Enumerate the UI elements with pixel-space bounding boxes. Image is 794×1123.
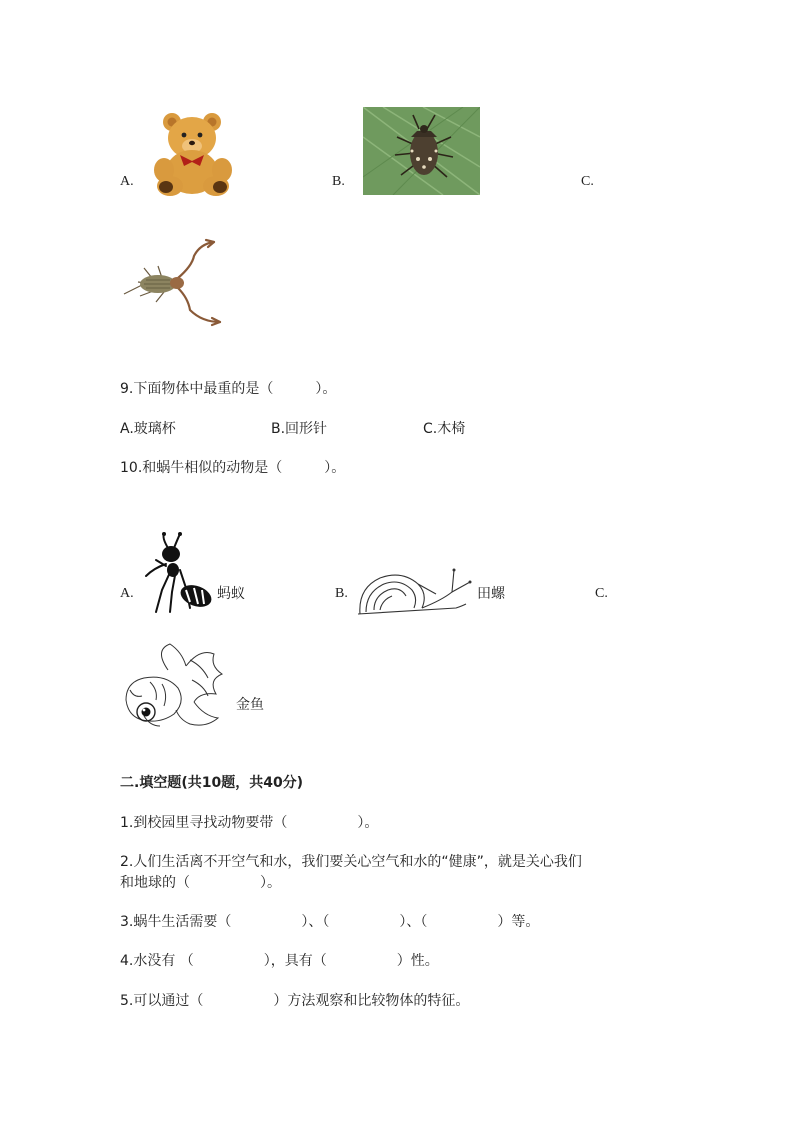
s2-q1: 1.到校园里寻找动物要带（ ）。 bbox=[120, 815, 379, 831]
q9-option-c: C.木椅 bbox=[423, 421, 466, 437]
q10-option-b-name: 田螺 bbox=[477, 586, 505, 602]
s2-q2-line2: 和地球的（ ）。 bbox=[120, 875, 281, 891]
q10-option-a-name: 蚂蚁 bbox=[217, 586, 245, 602]
teddy-bear-image bbox=[150, 110, 238, 196]
s2-q4: 4.水没有 （ ），具有（ ）性。 bbox=[120, 953, 439, 969]
ant-image bbox=[136, 532, 216, 616]
q8-option-c-label: C. bbox=[581, 174, 594, 189]
river-snail-image bbox=[356, 564, 472, 618]
q10-option-a-label: A. bbox=[120, 586, 134, 601]
pseudoscorpion-image bbox=[122, 238, 224, 328]
q10-stem: 10.和蜗牛相似的动物是（ ）。 bbox=[120, 460, 346, 476]
q8-option-a-label: A. bbox=[120, 174, 134, 189]
q10-option-b-label: B. bbox=[335, 586, 348, 601]
q10-option-c-name: 金鱼 bbox=[236, 697, 264, 713]
section2-title: 二.填空题(共10题，共40分) bbox=[120, 775, 304, 791]
q9-stem: 9.下面物体中最重的是（ ）。 bbox=[120, 381, 337, 397]
q8-option-b-label: B. bbox=[332, 174, 345, 189]
s2-q5: 5.可以通过（ ）方法观察和比较物体的特征。 bbox=[120, 993, 470, 1009]
goldfish-image bbox=[120, 640, 232, 732]
q9-option-b: B.回形针 bbox=[271, 421, 328, 437]
q9-option-a: A.玻璃杯 bbox=[120, 421, 176, 437]
s2-q3: 3.蜗牛生活需要（ ）、（ ）、（ ）等。 bbox=[120, 914, 540, 930]
s2-q2-line1: 2.人们生活离不开空气和水，我们要关心空气和水的“健康”，就是关心我们 bbox=[120, 854, 582, 870]
stink-bug-image bbox=[363, 107, 480, 195]
q10-option-c-label: C. bbox=[595, 586, 608, 601]
